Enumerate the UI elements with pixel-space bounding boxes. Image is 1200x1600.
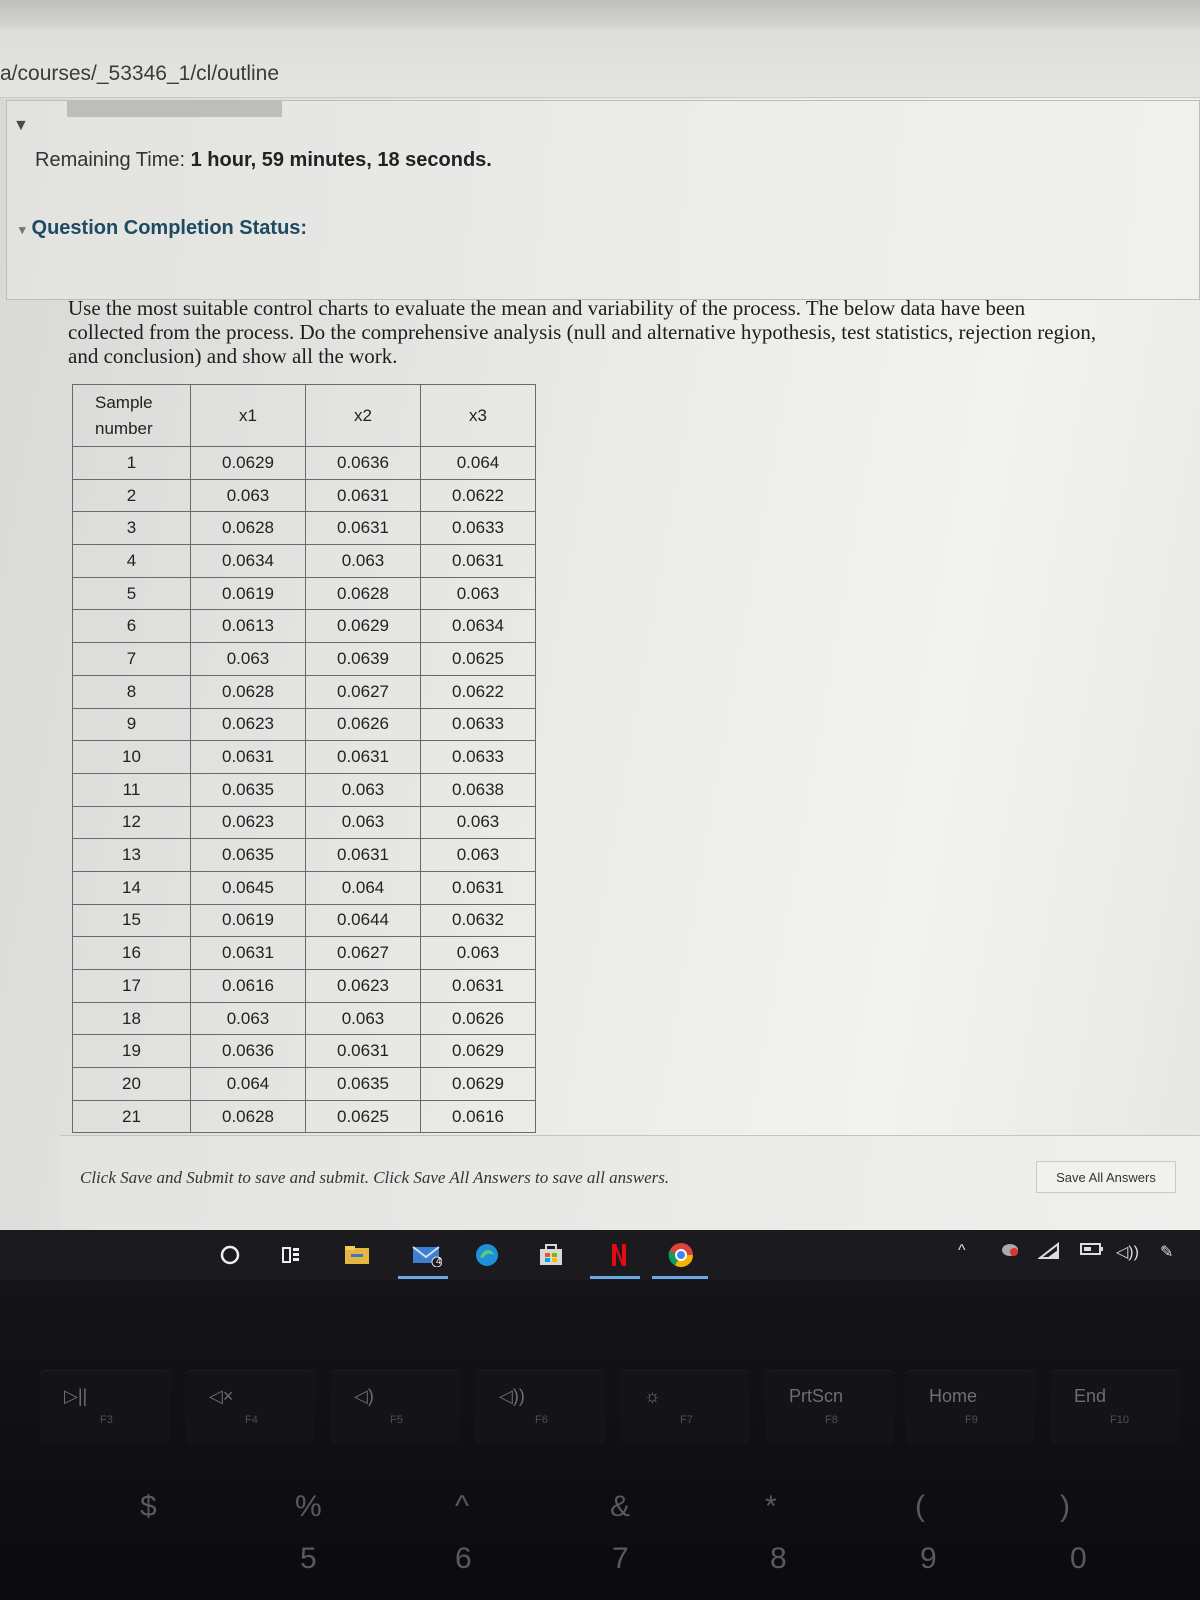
cell-x1: 0.0616 [191,970,306,1003]
key-digit: 5 [300,1542,317,1575]
cell-sample-number: 20 [73,1068,191,1101]
cell-x2: 0.0631 [306,839,421,872]
cell-x1: 0.0619 [191,904,306,937]
cell-sample-number: 21 [73,1100,191,1133]
cell-sample-number: 5 [73,577,191,610]
cell-x3: 0.0632 [421,904,536,937]
remaining-time [35,149,492,172]
cell-sample-number: 2 [73,479,191,512]
table-row [73,839,536,872]
key-fn-label: F3 [100,1414,113,1426]
file-explorer-icon[interactable] [342,1240,372,1270]
cell-x1: 0.0623 [191,708,306,741]
key-fn-label: F10 [1110,1414,1129,1426]
search-circle-icon[interactable] [215,1240,245,1270]
cell-sample-number: 7 [73,643,191,676]
pen-icon[interactable]: ✎ [1160,1244,1174,1261]
table-row [73,1100,536,1133]
cell-x3: 0.0616 [421,1100,536,1133]
remaining-time-label: Remaining Time: [35,149,186,171]
table-row [73,545,536,578]
volume-icon[interactable]: ◁)) [1116,1244,1139,1261]
cell-x3: 0.064 [421,447,536,480]
cell-x3: 0.0633 [421,708,536,741]
table-header-row [73,385,536,447]
table-row [73,610,536,643]
cell-x2: 0.0631 [306,479,421,512]
header-x3: x3 [421,385,536,447]
store-icon[interactable] [536,1240,566,1270]
cell-x2: 0.0625 [306,1100,421,1133]
cell-x3: 0.0631 [421,545,536,578]
app-indicator-netflix [590,1276,640,1279]
cell-x2: 0.0644 [306,904,421,937]
table-row [73,1035,536,1068]
key-label: ◁)) [499,1386,525,1406]
chevron-down-icon: ▾ [19,222,26,237]
cell-x2: 0.064 [306,871,421,904]
cell-x1: 0.0634 [191,545,306,578]
cell-sample-number: 11 [73,773,191,806]
key-label: ▷|| [64,1386,88,1406]
cell-x3: 0.0633 [421,741,536,774]
cell-sample-number: 1 [73,447,191,480]
cell-x1: 0.0636 [191,1035,306,1068]
key-digit: 8 [770,1542,787,1575]
cell-sample-number: 12 [73,806,191,839]
remaining-time-value: 1 hour, 59 minutes, 18 seconds. [190,149,492,171]
mail-icon[interactable] [412,1240,442,1270]
edge-browser-icon[interactable] [472,1240,502,1270]
battery-icon[interactable] [1080,1242,1104,1261]
cell-x3: 0.0634 [421,610,536,643]
key-digit: 9 [920,1542,937,1575]
cell-sample-number: 10 [73,741,191,774]
cell-x3: 0.063 [421,806,536,839]
cell-x2: 0.0635 [306,1068,421,1101]
table-row [73,577,536,610]
cell-x1: 0.0645 [191,871,306,904]
question-completion-status[interactable] [19,217,307,240]
key-f4 [185,1370,315,1444]
cell-x1: 0.0629 [191,447,306,480]
cell-x2: 0.0627 [306,675,421,708]
cell-x1: 0.0619 [191,577,306,610]
cell-sample-number: 19 [73,1035,191,1068]
key-label: ☼ [644,1386,661,1406]
key-f10 [1050,1370,1180,1444]
key-f3 [40,1370,170,1444]
table-row [73,1002,536,1035]
data-table [72,384,536,1133]
task-view-icon[interactable] [276,1240,306,1270]
key-label: PrtScn [789,1386,844,1406]
table-row [73,871,536,904]
key-f7 [620,1370,750,1444]
cell-x2: 0.0631 [306,1035,421,1068]
cell-x3: 0.063 [421,937,536,970]
table-row [73,479,536,512]
cell-x2: 0.063 [306,1002,421,1035]
table-row [73,1068,536,1101]
header-x1: x1 [191,385,306,447]
panel-strip [67,101,282,117]
key-label: End [1074,1386,1107,1406]
cell-x3: 0.0625 [421,643,536,676]
cell-sample-number: 9 [73,708,191,741]
cell-x3: 0.0633 [421,512,536,545]
cell-x2: 0.0623 [306,970,421,1003]
cell-x1: 0.063 [191,643,306,676]
cell-x3: 0.0626 [421,1002,536,1035]
save-all-answers-button[interactable]: Save All Answers [1036,1161,1176,1193]
cell-sample-number: 16 [73,937,191,970]
cell-x1: 0.0613 [191,610,306,643]
key-symbol: % [295,1490,322,1523]
cell-x3: 0.0629 [421,1068,536,1101]
cell-sample-number: 8 [73,675,191,708]
key-symbol: & [610,1490,631,1523]
table-row [73,447,536,480]
cell-x3: 0.0629 [421,1035,536,1068]
cell-x2: 0.0628 [306,577,421,610]
cell-sample-number: 14 [73,871,191,904]
table-row [73,806,536,839]
key-f6 [475,1370,605,1444]
cell-x1: 0.0631 [191,741,306,774]
key-label: ◁) [354,1386,374,1406]
timer-panel [6,100,1200,300]
key-symbol: ( [915,1490,925,1523]
key-f9 [905,1370,1035,1444]
cell-x3: 0.0631 [421,970,536,1003]
cell-sample-number: 13 [73,839,191,872]
cell-x1: 0.0623 [191,806,306,839]
cell-x3: 0.0638 [421,773,536,806]
chrome-icon[interactable] [666,1240,696,1270]
cell-x1: 0.064 [191,1068,306,1101]
key-symbol: ^ [455,1490,470,1523]
cell-x1: 0.0635 [191,839,306,872]
key-label: ◁× [209,1386,234,1406]
key-f5 [330,1370,460,1444]
key-fn-label: F9 [965,1414,978,1426]
cell-sample-number: 18 [73,1002,191,1035]
footer-instructions: Click Save and Submit to save and submit. Click Save All Answers to save all answers. [80,1168,670,1187]
cell-x1: 0.0628 [191,1100,306,1133]
keyboard [0,1280,1200,1600]
mail-badge: 4 [436,1256,442,1267]
key-fn-label: F4 [245,1414,258,1426]
key-digit: 7 [612,1542,629,1575]
table-row [73,773,536,806]
cell-x3: 0.0622 [421,479,536,512]
cell-x2: 0.0639 [306,643,421,676]
cell-x2: 0.0631 [306,512,421,545]
cell-x2: 0.0631 [306,741,421,774]
cell-sample-number: 17 [73,970,191,1003]
cell-x1: 0.0628 [191,512,306,545]
cell-x2: 0.0629 [306,610,421,643]
key-symbol: * [765,1490,777,1523]
question-status-label: Question Completion Status: [31,217,308,239]
key-fn-label: F5 [390,1414,403,1426]
table-row [73,904,536,937]
cell-x3: 0.063 [421,577,536,610]
browser-top-bar [0,0,1200,28]
cell-sample-number: 3 [73,512,191,545]
netflix-icon[interactable] [604,1240,634,1270]
header-x2: x2 [306,385,421,447]
collapse-triangle-icon[interactable]: ▼ [13,117,29,134]
header-sample-number: Sample number [73,385,191,447]
cell-x2: 0.0627 [306,937,421,970]
cell-x2: 0.0626 [306,708,421,741]
taskbar [0,1230,1200,1280]
url-text[interactable]: a/courses/_53346_1/cl/outline [0,62,280,85]
question-text: Use the most suitable control charts to evaluate the mean and variability of the process. The below data have been collected from the process. Do the comprehensive analysis (null and alternative hypothesis, test statistics, rejection region, and conclusion) and show all the work. [68,296,1097,368]
cell-x3: 0.0622 [421,675,536,708]
key-digit: 0 [1070,1542,1087,1575]
cell-x3: 0.063 [421,839,536,872]
cell-x2: 0.063 [306,773,421,806]
cell-x2: 0.063 [306,545,421,578]
key-fn-label: F6 [535,1414,548,1426]
show-hidden-icons-chevron-icon[interactable]: ^ [958,1242,966,1259]
table-row [73,643,536,676]
table-row [73,741,536,774]
key-digit: 6 [455,1542,472,1575]
cell-sample-number: 6 [73,610,191,643]
cell-x1: 0.063 [191,1002,306,1035]
cell-x1: 0.063 [191,479,306,512]
cell-sample-number: 15 [73,904,191,937]
cell-x1: 0.0628 [191,675,306,708]
table-row [73,970,536,1003]
cell-x2: 0.063 [306,806,421,839]
cell-x1: 0.0631 [191,937,306,970]
notification-tray-icon[interactable] [1000,1242,1020,1263]
cell-x2: 0.0636 [306,447,421,480]
wifi-icon[interactable] [1038,1242,1060,1265]
app-indicator-chrome [652,1276,708,1279]
table-row [73,937,536,970]
cell-x3: 0.0631 [421,871,536,904]
key-fn-label: F7 [680,1414,693,1426]
key-fn-label: F8 [825,1414,838,1426]
key-symbol: $ [140,1490,157,1523]
table-row [73,512,536,545]
cell-sample-number: 4 [73,545,191,578]
key-symbol: ) [1060,1490,1070,1523]
key-label: Home [929,1386,978,1406]
key-f8 [765,1370,895,1444]
cell-x1: 0.0635 [191,773,306,806]
table-row [73,708,536,741]
table-row [73,675,536,708]
active-app-indicator [398,1276,448,1279]
